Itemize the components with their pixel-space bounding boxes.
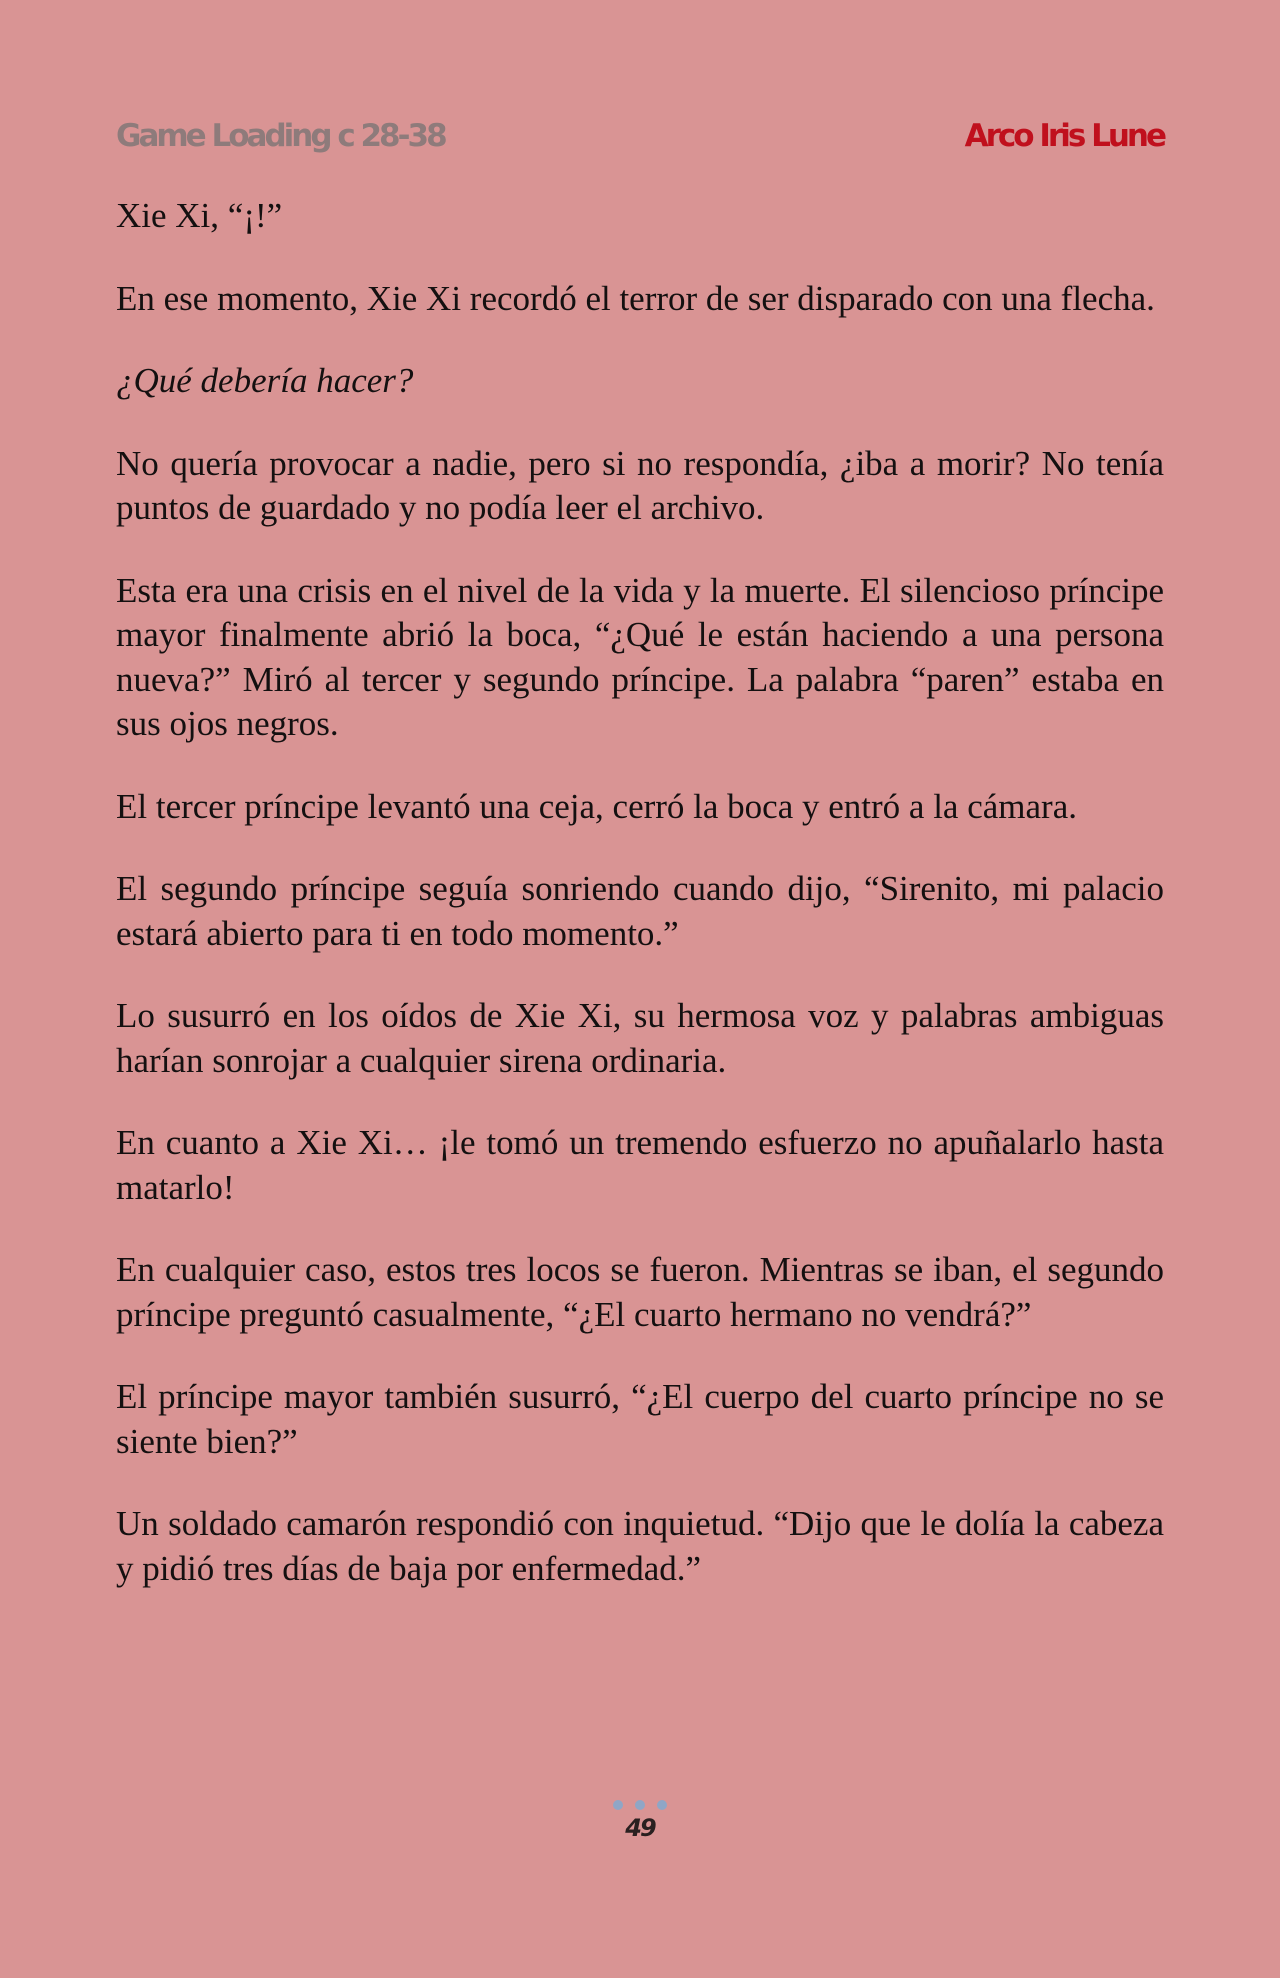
page-number: 49 <box>625 1814 655 1842</box>
paragraph: En cualquier caso, estos tres locos se fueron. Mientras se iban, el segundo príncipe preguntó casualmente, “¿El cuarto hermano no vendrá?” <box>116 1250 1164 1334</box>
author-name: Arco Iris Lune <box>964 118 1164 154</box>
paragraph: Un soldado camarón respondió con inquietud. “Dijo que le dolía la cabeza y pidió tres días de baja por enfermedad.” <box>116 1504 1164 1588</box>
dot-icon <box>657 1800 667 1810</box>
paragraph: Xie Xi, “¡!” <box>116 196 283 235</box>
paragraph: Lo susurró en los oídos de Xie Xi, su hermosa voz y palabras ambiguas harían sonrojar a cualquier sirena ordinaria. <box>116 996 1164 1080</box>
paragraph: El tercer príncipe levantó una ceja, cerró la boca y entró a la cámara. <box>116 786 1077 826</box>
paragraph: El príncipe mayor también susurró, “¿El cuerpo del cuarto príncipe no se siente bien?” <box>116 1377 1164 1461</box>
book-title: Game Loading c 28-38 <box>116 118 445 154</box>
dot-icon <box>635 1800 645 1810</box>
paragraph: En ese momento, Xie Xi recordó el terror de ser disparado con una flecha. <box>116 278 1155 318</box>
paragraph: No quería provocar a nadie, pero si no respondía, ¿iba a morir? No tenía puntos de guardado y no podía leer el archivo. <box>116 443 1164 527</box>
page-footer <box>0 1798 1280 1842</box>
ornament-dots <box>0 1798 1280 1812</box>
paragraph-italic: ¿Qué debería hacer? <box>116 361 414 400</box>
page-body <box>116 194 1164 1629</box>
paragraph: En cuanto a Xie Xi… ¡le tomó un tremendo esfuerzo no apuñalarlo hasta matarlo! <box>116 1123 1164 1207</box>
page-header <box>116 118 1164 162</box>
paragraph: El segundo príncipe seguía sonriendo cuando dijo, “Sirenito, mi palacio estará abierto para ti en todo momento.” <box>116 869 1164 953</box>
paragraph: Esta era una crisis en el nivel de la vida y la muerte. El silencioso príncipe mayor finalmente abrió la boca, “¿Qué le están haciendo a una persona nueva?” Miró al tercer y segundo príncipe. La palabra “paren” estaba en sus ojos negros. <box>116 570 1164 743</box>
dot-icon <box>613 1800 623 1810</box>
